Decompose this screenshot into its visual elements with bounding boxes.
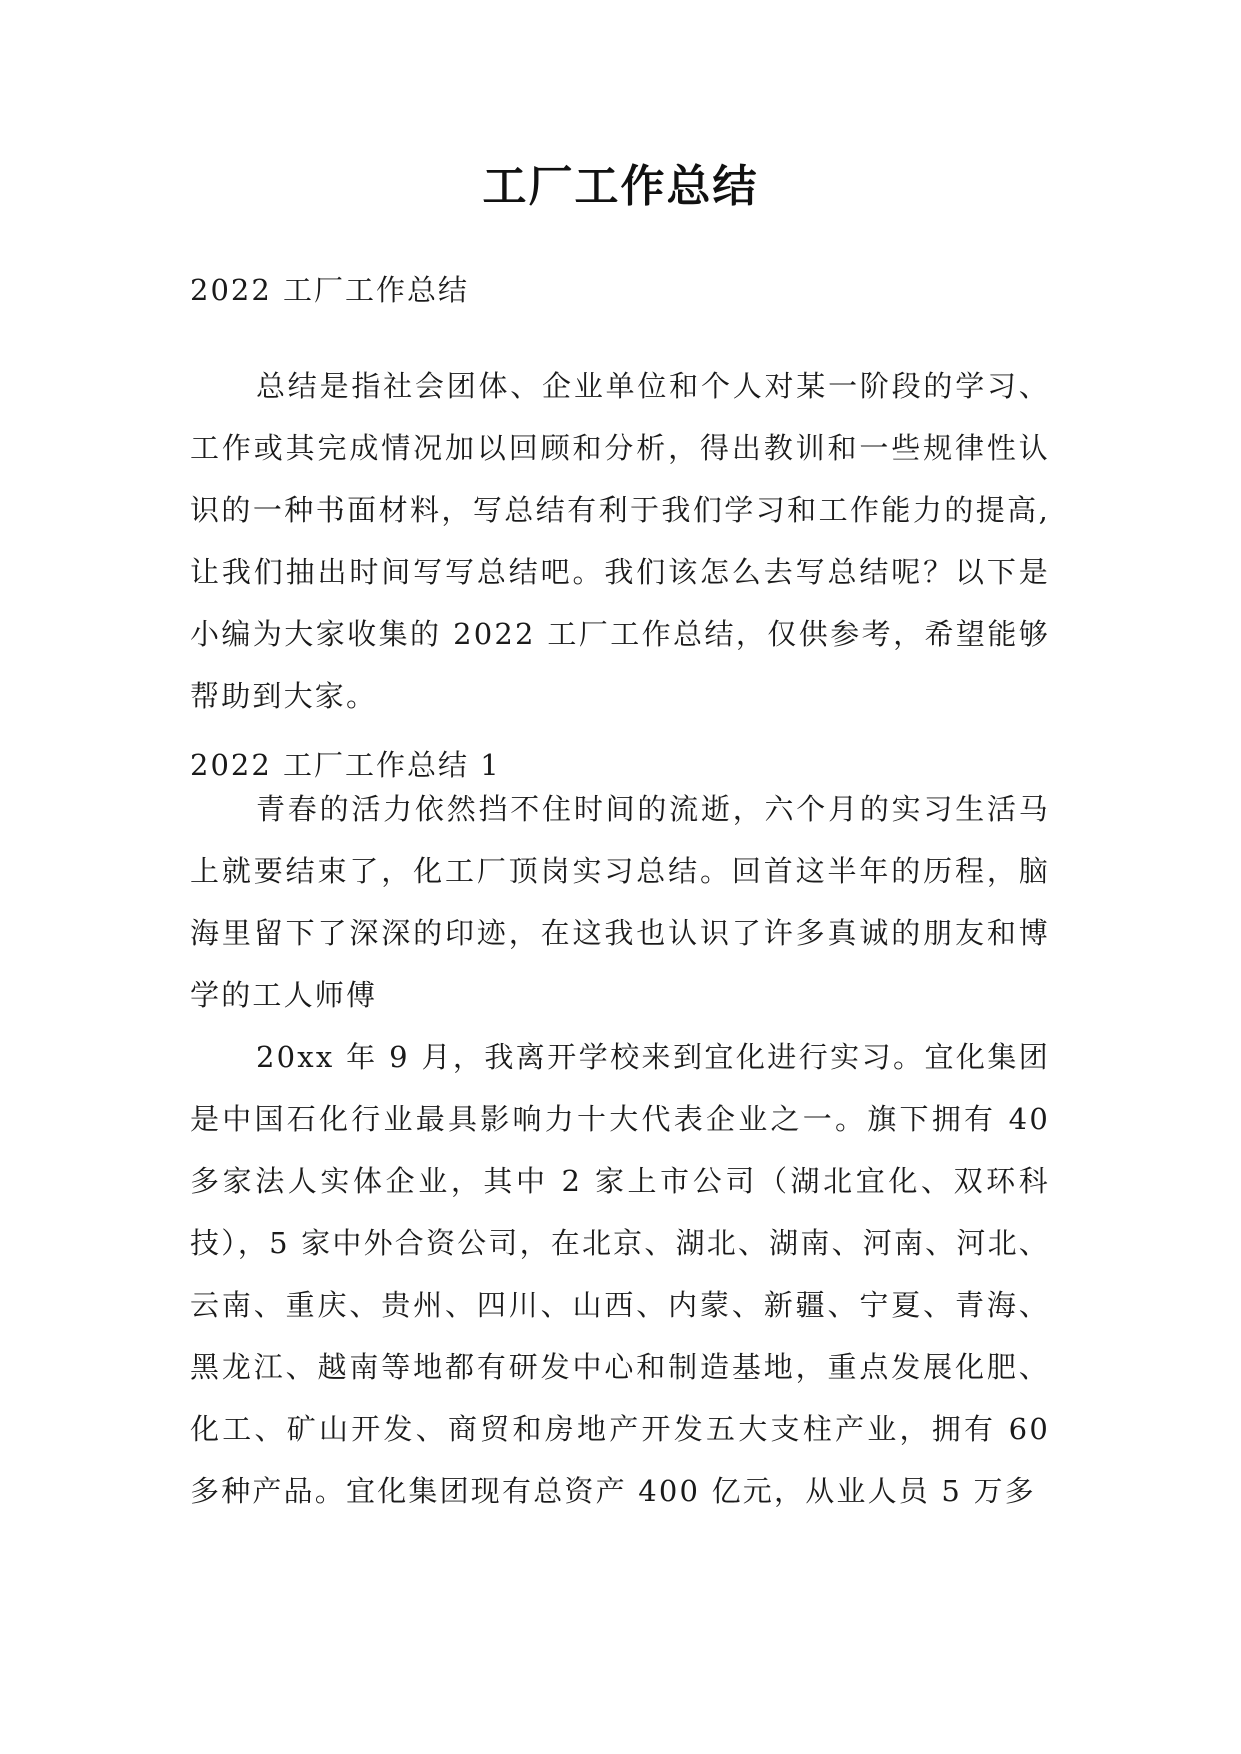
section-1-paragraph-1: 青春的活力依然挡不住时间的流逝，六个月的实习生活马上就要结束了，化工厂顶岗实习总结。回首这半年的历程，脑海里留下了深深的印迹，在这我也认识了许多真诚的朋友和博学的工人师傅 [190, 792, 1050, 1012]
main-heading: 2022 工厂工作总结 [190, 273, 470, 307]
section-1-heading: 2022 工厂工作总结 1 [190, 748, 501, 782]
section-1-paragraph-2: 20xx 年 9 月，我离开学校来到宜化进行实习。宜化集团是中国石化行业最具影响力十大代表企业之一。旗下拥有 40 多家法人实体企业，其中 2 家上市公司（湖北宜化、双环科技），5 家中外合资公司，在北京、湖北、湖南、河南、河北、云南、重庆、贵州、四川、山西、内蒙、新疆、宁夏、青海、黑龙江、越南等地都有研发中心和制造基地，重点发展化肥、化工、矿山开发、商贸和房地产开发五大支柱产业，拥有 60 多种产品。宜化集团现有总资产 400 亿元，从业人员 5 万多 [190, 1040, 1050, 1508]
document-title: 工厂工作总结 [482, 161, 759, 212]
intro-paragraph: 总结是指社会团体、企业单位和个人对某一阶段的学习、工作或其完成情况加以回顾和分析，得出教训和一些规律性认识的一种书面材料，写总结有利于我们学习和工作能力的提高,让我们抽出时间写写总结吧。我们该怎么去写总结呢？以下是小编为大家收集的 2022 工厂工作总结，仅供参考，希望能够帮助到大家。 [190, 369, 1050, 713]
